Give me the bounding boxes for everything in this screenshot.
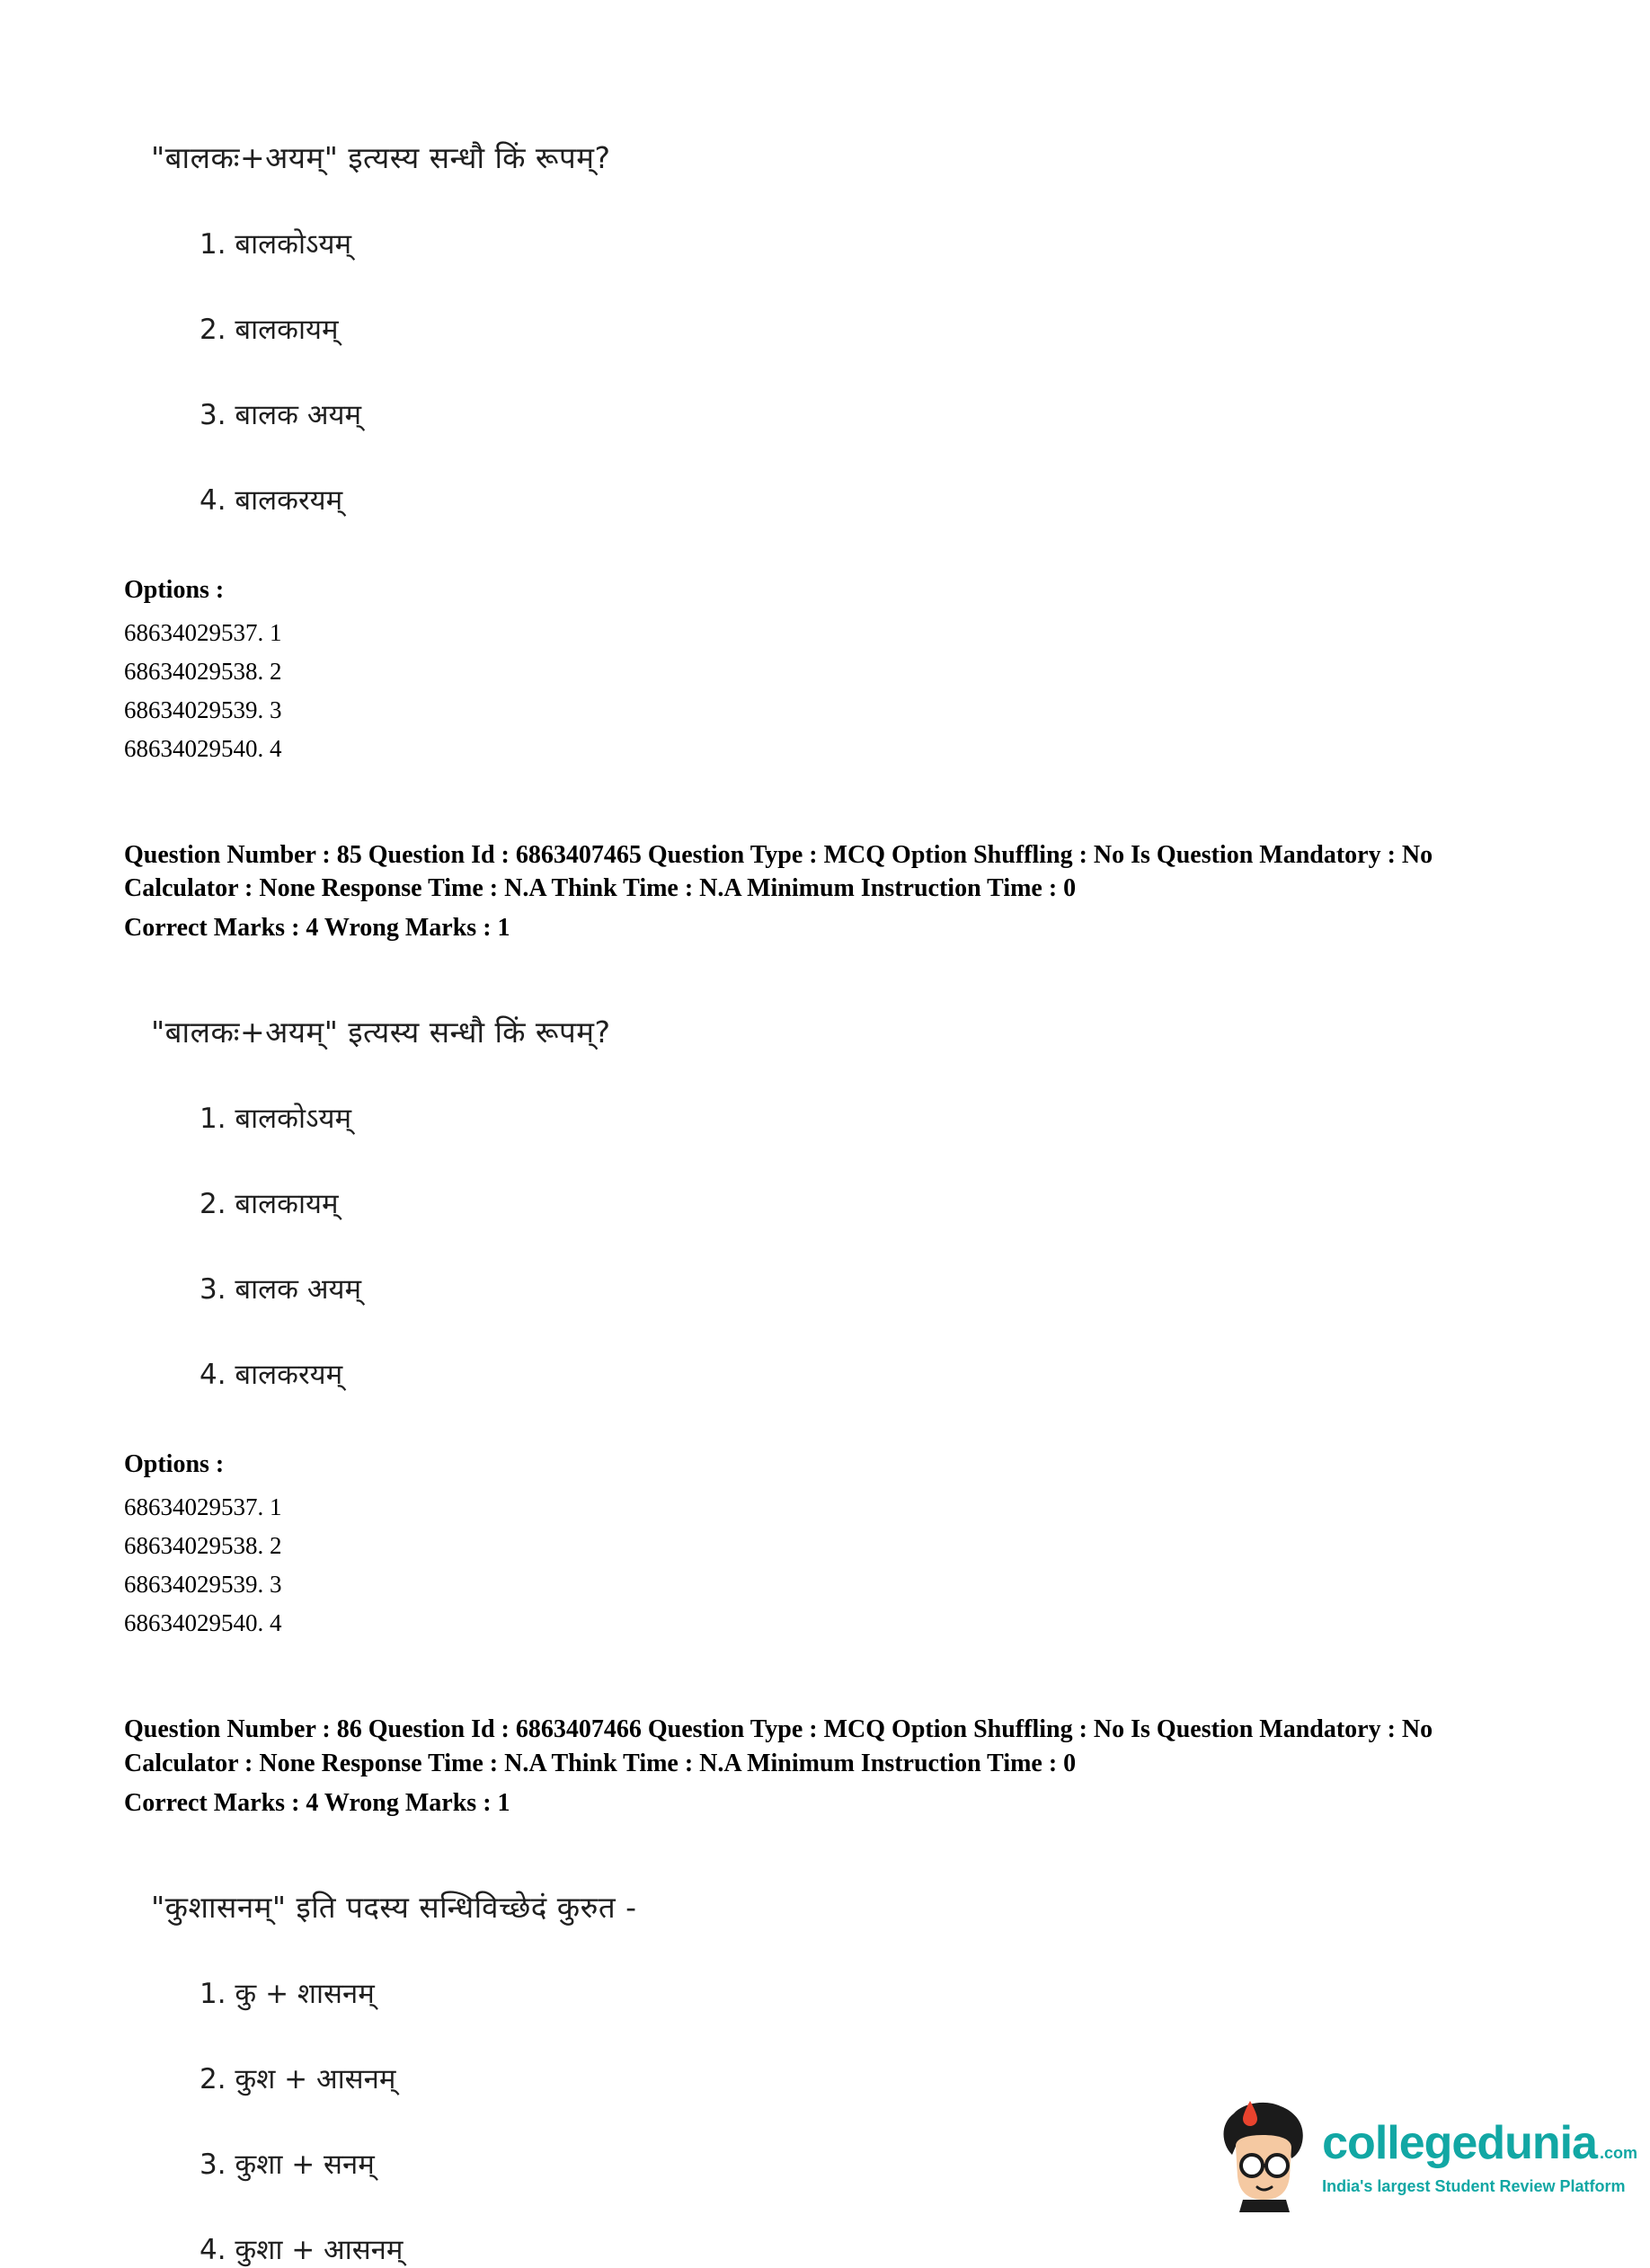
question-text: "बालकः+अयम्" इत्यस्य सन्धौ किं रूपम्?: [151, 1014, 611, 1050]
question-block-85: [124, 838, 1551, 1643]
question-text: "कुशासनम्" इति पदस्य सन्धिविच्छेदं कुरुत -: [151, 1889, 637, 1925]
choice-item: 3. बालक अयम्: [200, 399, 362, 431]
brand-logo: [1216, 2099, 1637, 2212]
option-id-item: 68634029538. 2: [124, 1532, 282, 1560]
choice-item: 2. कुश + आसनम्: [200, 2062, 396, 2095]
option-id-list: [124, 1488, 1551, 1643]
option-id-item: 68634029540. 4: [124, 735, 282, 762]
question-meta: Question Number : 86 Question Id : 6863407466 Question Type : MCQ Option Shuffling : No Is Question Mandatory : No Calculator : None Response Time : N.A Think Time : N.A Minimum Instruction Time : 0: [124, 1715, 1433, 1777]
choice-item: 4. बालकरयम्: [200, 484, 343, 517]
choice-item: 4. बालकरयम्: [200, 1359, 343, 1392]
option-id-item: 68634029539. 3: [124, 1571, 282, 1599]
brand-tagline: India's largest Student Review Platform: [1322, 2176, 1626, 2195]
choice-item: 1. बालकोऽयम्: [200, 228, 352, 261]
choice-item: 3. बालक अयम्: [200, 1273, 362, 1307]
mascot-icon: [1216, 2099, 1309, 2212]
option-id-item: 68634029538. 2: [124, 658, 282, 685]
brand-name: collegedunia: [1322, 2116, 1597, 2169]
question-block-84: [124, 137, 1551, 768]
brand-suffix: .com: [1599, 2143, 1637, 2162]
question-text: "बालकः+अयम्" इत्यस्य सन्धौ किं रूपम्?: [151, 140, 611, 175]
choice-item: 1. कु + शासनम्: [200, 1977, 375, 2010]
brand-text-column: [1322, 2116, 1637, 2196]
options-label: Options :: [124, 1450, 225, 1479]
question-meta: Question Number : 85 Question Id : 6863407465 Question Type : MCQ Option Shuffling : No Is Question Mandatory : No Calculator : None Response Time : N.A Think Time : N.A Minimum Instruction Time : 0: [124, 841, 1433, 903]
choice-list: [200, 225, 1551, 518]
choice-item: 2. बालकायम्: [200, 314, 339, 346]
option-id-item: 68634029539. 3: [124, 696, 282, 723]
option-id-item: 68634029537. 1: [124, 619, 282, 646]
marks-line: Correct Marks : 4 Wrong Marks : 1: [124, 914, 510, 943]
choice-item: 4. कुशा + आसनम्: [200, 2233, 404, 2266]
choice-item: 1. बालकोऽयम्: [200, 1103, 352, 1136]
choice-item: 2. बालकायम्: [200, 1188, 339, 1221]
option-id-item: 68634029537. 1: [124, 1493, 282, 1521]
choice-item: 3. कुशा + सनम्: [200, 2148, 375, 2181]
option-id-item: 68634029540. 4: [124, 1609, 282, 1637]
choice-list: [200, 1099, 1551, 1393]
option-id-list: [124, 614, 1551, 768]
options-label: Options :: [124, 576, 225, 604]
marks-line: Correct Marks : 4 Wrong Marks : 1: [124, 1788, 510, 1817]
